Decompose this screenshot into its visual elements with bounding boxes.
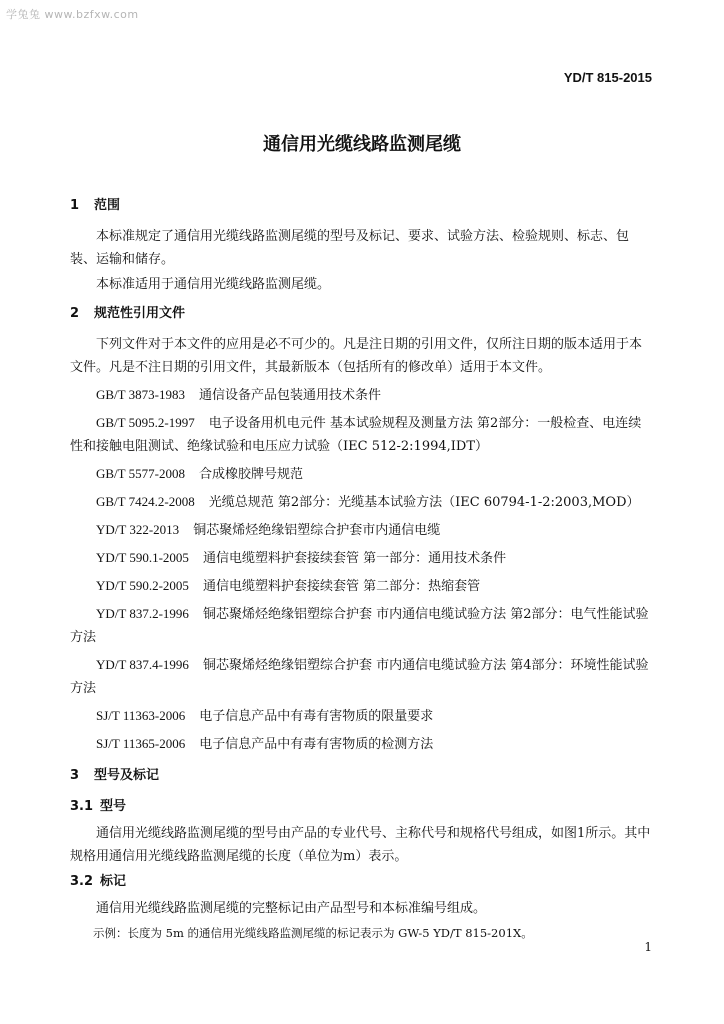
reference-item: SJ/T 11363-2006 电子信息产品中有毒有害物质的限量要求 [96,708,434,724]
document-title: 通信用光缆线路监测尾缆 [263,134,461,155]
section-2-intro: 下列文件对于本文件的应用是必不可少的。凡是注日期的引用文件，仅所注日期的版本适用于本文件。凡是不注日期的引用文件，其最新版本（包括所有的修改单）适用于本文件。 [70,337,643,375]
section-1-heading: 1 范围 [70,198,121,213]
example-note: 示例：长度为 5m 的通信用光缆线路监测尾缆的标记表示为 GW-5 YD/T 815-201X。 [93,926,533,940]
section-3-heading: 3 型号及标记 [70,768,160,783]
reference-item: YD/T 837.4-1996 铜芯聚烯烃绝缘铝塑综合护套 市内通信电缆试验方法 第4部分：环境性能试验方法 [70,657,649,696]
page-number: 1 [644,940,652,954]
reference-item: YD/T 837.2-1996 铜芯聚烯烃绝缘铝塑综合护套 市内通信电缆试验方法 第2部分：电气性能试验方法 [70,606,649,645]
subsection-3-2-paragraph: 通信用光缆线路监测尾缆的完整标记由产品型号和本标准编号组成。 [96,901,487,916]
watermark: 学兔兔 www.bzfxw.com [6,8,139,21]
reference-item: GB/T 5577-2008 合成橡胶牌号规范 [96,466,303,482]
section-2-heading: 2 规范性引用文件 [70,306,186,321]
subsection-3-2-heading: 3.2 标记 [70,874,127,889]
reference-item: YD/T 322-2013 铜芯聚烯烃绝缘铝塑综合护套市内通信电缆 [96,522,441,538]
reference-item: GB/T 5095.2-1997 电子设备用机电元件 基本试验规程及测量方法 第2部分：一般检查、电连续性和接触电阻测试、绝缘试验和电压应力试验（IEC 512-2:1994,IDT） [70,415,642,454]
section-1-paragraph-2: 本标准适用于通信用光缆线路监测尾缆。 [96,277,331,292]
reference-item: SJ/T 11365-2006 电子信息产品中有毒有害物质的检测方法 [96,736,434,752]
section-1-paragraph-1: 本标准规定了通信用光缆线路监测尾缆的型号及标记、要求、试验方法、检验规则、标志、包装、运输和储存。 [70,229,630,267]
subsection-3-1-heading: 3.1 型号 [70,799,127,814]
reference-item: YD/T 590.2-2005 通信电缆塑料护套接续套管 第二部分：热缩套管 [96,578,481,594]
reference-item: GB/T 3873-1983 通信设备产品包装通用技术条件 [96,387,381,403]
reference-item: YD/T 590.1-2005 通信电缆塑料护套接续套管 第一部分：通用技术条件 [96,550,507,566]
subsection-3-1-paragraph: 通信用光缆线路监测尾缆的型号由产品的专业代号、主称代号和规格代号组成，如图1所示。其中规格用通信用光缆线路监测尾缆的长度（单位为m）表示。 [70,826,651,864]
reference-item: GB/T 7424.2-2008 光缆总规范 第2部分：光缆基本试验方法（IEC 60794-1-2:2003,MOD） [96,494,640,510]
standard-code: YD/T 815-2015 [563,70,652,85]
document-body [70,190,654,947]
